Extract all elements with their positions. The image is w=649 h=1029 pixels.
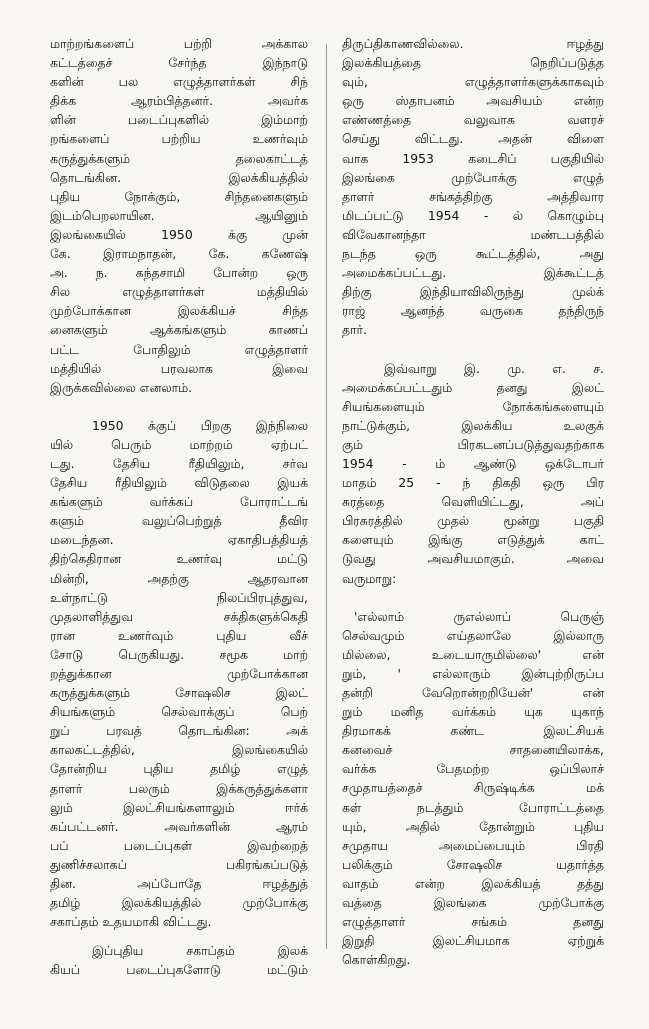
text-line: கும் பிரகடனப்படுத்துவதற்காக bbox=[342, 436, 604, 452]
text-line: ரான உணர்வும் புதிய வீச் bbox=[50, 627, 308, 643]
text-line: வத்தை இலங்கை முற்போக்கு bbox=[342, 895, 604, 911]
text-line: இலங்கை முற்போக்கு எழுத் bbox=[342, 169, 604, 185]
text-line: தின. அப்போதே ஈழத்துத் bbox=[50, 876, 308, 892]
paragraph-gap bbox=[342, 340, 604, 359]
text-line: இடம்பெறலாயின. ஆயினும் bbox=[50, 207, 308, 223]
quotation-paragraph bbox=[342, 607, 604, 970]
text-line: கனவைச் சாதனையிலாக்க, bbox=[342, 742, 604, 758]
paragraph bbox=[50, 34, 308, 397]
text-line: திற்கெதிரான உணர்வு மட்டு bbox=[50, 551, 308, 567]
text-line: சோடு பெருகியது. சமூக மாற் bbox=[50, 646, 308, 662]
text-line: அ. ந. கந்தசாமி போன்ற ஒரு bbox=[50, 265, 308, 281]
text-line: மத்தியில் பரவலாக இவை bbox=[50, 360, 308, 376]
text-line: றங்களைப் பற்றிய உணர்வும் bbox=[50, 131, 308, 147]
text-line: வாதம் என்ற இலக்கியத் தத்து bbox=[342, 875, 604, 891]
text-line: கருத்துக்களும் சோஷலிச இலட் bbox=[50, 685, 308, 701]
text-line: புதிய நோக்கும், சிந்தனைகளும் bbox=[50, 188, 308, 204]
text-line: 1954 - ம் ஆண்டு ஒக்டோபர் bbox=[342, 455, 604, 471]
text-line: முற்போக்கான இலக்கியச் சிந்த bbox=[50, 303, 308, 319]
paragraph bbox=[50, 941, 308, 979]
text-line: றத்துக்கான முற்போக்கான bbox=[50, 666, 308, 681]
left-column bbox=[50, 34, 308, 980]
text-line: வும், எழுத்தாளர்களுக்காகவும் bbox=[342, 74, 604, 90]
paragraph bbox=[50, 416, 308, 932]
text-line: திக்க ஆரம்பித்தனர். அவர்க bbox=[50, 93, 308, 109]
text-line: 1950 க்குப் பிறகு இந்நிலை bbox=[92, 417, 308, 433]
text-line: எழுத்தாளர் சங்கம் தனது bbox=[342, 914, 604, 930]
text-line: தொடங்கின. இலக்கியத்தில் bbox=[50, 169, 308, 185]
text-line: திரமாகக் கண்ட இலட்சியக் bbox=[342, 723, 604, 739]
text-line: யில் பெரும் மாற்றம் ஏற்பட் bbox=[50, 436, 308, 452]
text-line: டுவது அவசியமாகும். அவை bbox=[342, 551, 604, 567]
text-line: செய்து விட்டது. அதன் விளை bbox=[342, 131, 604, 147]
text-line: தார். bbox=[342, 322, 367, 338]
text-line: களையும் இங்கு எடுத்துக் காட் bbox=[342, 532, 604, 548]
text-line: கங்களும் வர்க்கப் போராட்டங் bbox=[50, 494, 308, 510]
text-line: விவேகானந்தா மண்டபத்தில் bbox=[342, 226, 604, 242]
text-line: கியப் படைப்புகளோடு மட்டும் bbox=[50, 962, 308, 978]
text-line: அமைக்கப்பட்டது. இக்கூட்டத் bbox=[342, 265, 604, 281]
text-line: ராஜ் ஆனந்த் வருகை தந்திருந் bbox=[342, 303, 604, 319]
text-line: னைகளும் ஆக்கங்களும் காணப் bbox=[50, 322, 308, 338]
text-line: தேசிய ரீதியிலும் விடுதலை இயக் bbox=[50, 475, 308, 491]
text-line: பப் படைப்புகள் இவற்றைத் bbox=[50, 837, 308, 853]
text-line: திருப்திகாணவில்லை. ஈழத்து bbox=[342, 36, 604, 51]
text-line: பிரசுரத்தில் முதல் மூன்று பகுதி bbox=[342, 513, 604, 529]
right-column bbox=[342, 34, 604, 969]
text-line: நாட்டுக்கும், இலக்கிய உலகுக் bbox=[342, 417, 604, 433]
text-line: தமிழ் இலக்கியத்தில் முற்போக்கு bbox=[50, 895, 308, 911]
text-line: சமுதாய அமைப்பையும் பிரதி bbox=[342, 837, 604, 853]
text-line: மிடப்பட்டு 1954 - ல் கொழும்பு bbox=[342, 207, 604, 223]
text-line: 'எல்லாம் ருஎல்லாப் பெருஞ் bbox=[354, 608, 604, 624]
text-line: செல்வமும் எய்தலாலே இல்லாரு bbox=[342, 627, 604, 643]
text-line: இலங்கையில் 1950 க்கு முன் bbox=[50, 226, 308, 242]
text-line: டது. தேசிய ரீதியிலும், சர்வ bbox=[50, 455, 308, 471]
paragraph bbox=[342, 359, 604, 588]
text-line: துணிச்சலாகப் பகிரங்கப்படுத் bbox=[50, 856, 308, 872]
text-line: தாளர் பலரும் இக்கருத்துக்களா bbox=[50, 780, 308, 796]
text-line: றும் மனித வர்க்கம் யுக யுகாந் bbox=[342, 704, 604, 720]
text-line: வாக 1953 கடைசிப் பகுதியில் bbox=[342, 150, 604, 166]
text-line: இலக்கியத்தை நெறிப்படுத்த bbox=[342, 55, 604, 71]
text-line: தோன்றிய புதிய தமிழ் எழுத் bbox=[50, 761, 308, 777]
paragraph-gap bbox=[50, 397, 308, 416]
paragraph-gap bbox=[342, 588, 604, 607]
text-line: பலிக்கும் சோஷலிச யதார்த்த bbox=[342, 856, 604, 872]
text-line: சில எழுத்தாளர்கள் மத்தியில் bbox=[50, 284, 308, 300]
text-line: இப்புதிய சகாப்தம் இலக் bbox=[92, 943, 308, 959]
text-line: கே. இராமநாதன், கே. கணேஷ் bbox=[50, 246, 308, 262]
text-line: களின் பல எழுத்தாளர்கள் சிந் bbox=[50, 74, 308, 90]
text-line: எண்ணத்தை வலுவாக வளரச் bbox=[342, 112, 604, 128]
text-line: மின்றி, அதற்கு ஆதரவான bbox=[50, 570, 308, 586]
text-line: இறுதி இலட்சியமாக ஏற்றுக் bbox=[342, 933, 604, 949]
text-line: வருமாறு: bbox=[342, 570, 397, 586]
text-line: கொள்கிறது. bbox=[342, 952, 411, 968]
text-line: சகாப்தம் உதயமாகி விட்டது. bbox=[50, 914, 212, 930]
text-line: உள்நாட்டு நிலப்பிரபுத்துவ, bbox=[50, 589, 308, 605]
text-line: பட்ட போதிலும் எழுத்தாளர் bbox=[50, 341, 308, 357]
text-line: தன்றி வேறொன்றறியேன்' என் bbox=[342, 685, 604, 700]
text-line: கட்டத்தைச் சேர்ந்த இந்நாடு bbox=[50, 55, 308, 71]
text-line: காலகட்டத்தில், இலங்கையில் bbox=[50, 742, 308, 758]
text-line: மாற்றங்களைப் பற்றி அக்கால bbox=[50, 36, 308, 51]
text-line: சியங்களையும் நோக்கங்களையும் bbox=[342, 398, 604, 414]
paragraph-gap bbox=[50, 931, 308, 941]
text-line: றுப் பரவத் தொடங்கின: அக் bbox=[50, 723, 308, 739]
text-line: கள் நடத்தும் போராட்டத்தை bbox=[342, 799, 604, 815]
text-line: மடைந்தன. ஏகாதிபத்தியத் bbox=[50, 532, 308, 548]
text-line: ஒரு ஸ்தாபனம் அவசியம் என்ற bbox=[342, 93, 604, 109]
text-line: முதலாளித்துவ சக்திகளுக்கெதி bbox=[50, 608, 308, 624]
column-divider bbox=[326, 44, 327, 949]
text-line: திற்கு இந்தியாவிலிருந்து முல்க் bbox=[342, 284, 604, 300]
text-line: கப்பட்டனர். அவர்களின் ஆரம் bbox=[50, 818, 308, 834]
text-line: இவ்வாறு இ. மு. எ. ச. bbox=[384, 360, 604, 376]
text-line: இருக்கவில்லை எனலாம். bbox=[50, 379, 193, 395]
text-line: கருத்துக்களும் தலைகாட்டத் bbox=[50, 150, 308, 166]
text-line: வர்க்க பேதமற்ற ஒப்பிலாச் bbox=[342, 761, 604, 777]
text-line: அமைக்கப்பட்டதும் தனது இலட் bbox=[342, 379, 604, 395]
text-line: மாதம் 25 - ந் திகதி ஒரு பிர bbox=[342, 475, 604, 491]
text-line: லும் இலட்சியங்களாலும் ஈர்க் bbox=[50, 799, 308, 815]
text-line: களும் வலுப்பெற்றுத் தீவிர bbox=[50, 513, 308, 529]
text-line: சுரத்தை வெளியிட்டது, அப் bbox=[342, 494, 604, 510]
text-line: யும், அதில் தோன்றும் புதிய bbox=[342, 818, 604, 834]
text-line: சியங்களும் செல்வாக்குப் பெற் bbox=[50, 704, 308, 720]
text-line: றும், ' எல்லாரும் இன்புற்றிருப்ப bbox=[342, 665, 604, 681]
text-line: தாளர் சங்கத்திற்கு அத்திவார bbox=[342, 188, 604, 204]
text-line: மில்லை, உடையாருமில்லை' என் bbox=[342, 646, 604, 662]
text-line: நடந்த ஒரு கூட்டத்தில், அது bbox=[342, 246, 604, 262]
text-line: ளின் படைப்புகளில் இம்மாற் bbox=[50, 112, 308, 128]
paragraph bbox=[342, 34, 604, 340]
text-line: சமுதாயத்தைச் சிருஷ்டிக்க மக் bbox=[342, 780, 604, 796]
